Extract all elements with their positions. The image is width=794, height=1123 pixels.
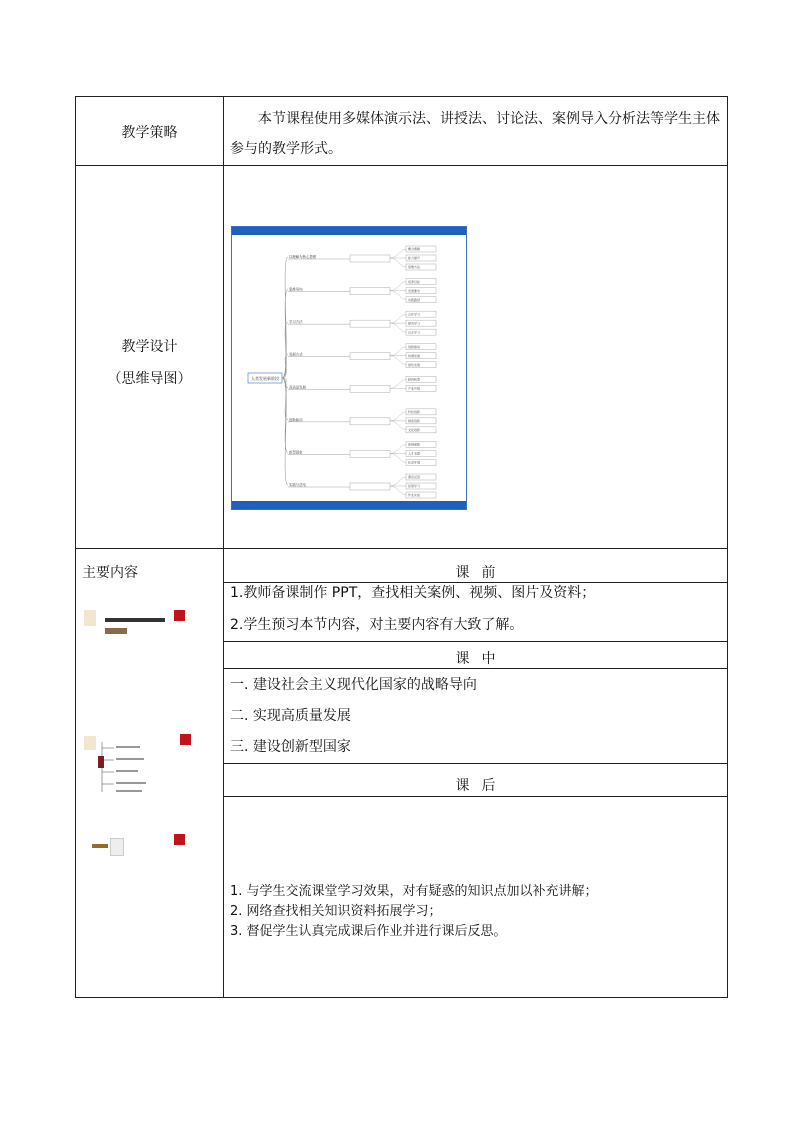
before-end-line [223,641,728,642]
mindmap-image [231,226,467,510]
mindmap-branch-box [350,288,390,295]
mindmap-diagram [232,235,466,501]
mindmap-sub-label: 实践路径 [408,297,421,302]
mindmap-sub-label: 体制保障 [408,442,421,447]
mindmap-sub-label: 社会环境 [408,460,421,465]
table-divider-2 [75,548,728,549]
mindmap-sub-label: 培养目标 [408,279,421,284]
mindmap-sub-connector [390,249,406,258]
mindmap-sub-connector [390,486,406,495]
mindmap-sub-label: 拓展学习 [408,484,421,489]
mindmap-sub-connector [390,444,406,453]
table-border-top [75,96,728,97]
mindmap-sub-connector [390,323,406,332]
mindmap-sub-connector [390,347,406,356]
during-heading: 课中 [455,651,508,667]
marker-2 [180,734,191,745]
mindmap-branch-label: 思维导向 [289,287,303,292]
before-item-2: 2.学生预习本节内容，对主要内容有大致了解。 [230,617,524,633]
mindmap-branch-label: 学习方法 [289,320,303,325]
mindmap-sub-connector [390,453,406,462]
mindmap-sub-label: 人才支撑 [408,451,421,456]
mindmap-branch-box [350,385,390,392]
table-border-right [727,96,728,998]
thumbnail-3-strip [92,844,108,848]
before-item-1: 1.教师备课制作 PPT，查找相关案例、视频、图片及资料； [230,585,596,601]
mindmap-branch-label: 新型国家 [289,450,303,455]
mindmap-branch-label: 高质量发展 [289,385,306,390]
mindmap-sub-label: 发展要求 [408,288,421,293]
mindmap-sub-label: 绿色发展 [408,362,421,367]
mindmap-branch-box [350,353,390,360]
during-item-2: 二. 实现高质量发展 [230,708,351,724]
mindmap-sub-connector [390,412,406,421]
mindmap-branch-box [350,483,390,490]
mindmap-sub-connector [390,379,406,388]
mindmap-sub-connector [390,477,406,486]
mindmap-sub-label: 制度创新 [408,419,421,424]
mindmap-sub-label: 能力提升 [408,256,421,261]
mindmap-sub-label: 探究学习 [408,321,421,326]
mindmap-sub-label: 创新驱动 [408,344,421,349]
before-heading: 课前 [455,565,508,581]
marker-3 [174,834,185,845]
thumbnail-2-diagram [84,738,162,796]
during-end-line [223,763,728,764]
after-heading-line [223,796,728,797]
thumbnail-1-title [105,618,165,622]
main-label: 主要内容 [82,565,138,581]
design-label: 教学设计 [121,339,178,355]
table-divider-1 [75,165,728,166]
mindmap-sub-label: 自主学习 [408,330,421,335]
mindmap-sub-label: 课后反思 [408,475,421,480]
mindmap-root-label: 人类发展新阶段 [251,376,279,381]
mindmap-sub-connector [390,356,406,365]
mindmap-branch-label: 实践与总结 [289,483,306,487]
mindmap-sub-label: 作业完成 [408,493,421,498]
mindmap-sub-label: 概念理解 [408,247,421,252]
table-border-bottom [75,997,728,998]
table-border-left [75,96,76,998]
mindmap-sub-connector [390,314,406,323]
after-heading: 课后 [455,778,508,794]
strategy-label: 教学策略 [121,125,178,141]
thumbnail-3 [110,838,124,856]
mindmap-branch-box [350,255,390,262]
mindmap-branch-label: 以理解为核心思维 [289,255,317,259]
mindmap-sub-label: 经济转型 [408,377,421,382]
design-sublabel: （思维导图） [107,371,192,387]
marker-1 [174,610,185,621]
mindmap-sub-connector [390,421,406,430]
mindmap-branch-box [350,450,390,457]
after-item-1: 1. 与学生交流课堂学习效果，对有疑惑的知识点加以补充讲解； [230,884,598,899]
mindmap-sub-label: 科技创新 [408,410,421,415]
mindmap-sub-label: 文化创新 [408,428,421,433]
during-item-1: 一. 建设社会主义现代化国家的战略导向 [230,677,477,693]
mindmap-sub-label: 思维方法 [408,265,421,270]
mindmap-branch-box [350,418,390,425]
mindmap-branch-box [350,320,390,327]
during-heading-line [223,668,728,669]
mindmap-titlebar [232,227,466,235]
mindmap-sub-label: 合作学习 [408,312,421,317]
during-item-3: 三. 建设创新型国家 [230,739,351,755]
mindmap-footer [232,501,466,509]
mindmap-branch-label: 发展方式 [289,352,303,357]
mindmap-sub-label: 协调发展 [408,353,421,358]
mindmap-branch-label: 创新驱动 [289,417,303,422]
mindmap-sub-connector [390,258,406,267]
mindmap-branch-connector [282,322,288,378]
mindmap-sub-connector [390,291,406,300]
thumbnail-1 [84,610,96,626]
after-item-2: 2. 网络查找相关知识资料拓展学习； [230,904,442,919]
thumbnail-1-strip [105,628,127,634]
after-item-3: 3. 督促学生认真完成课后作业并进行课后反思。 [230,924,507,939]
table-column-divider [223,96,224,998]
mindmap-sub-label: 产业升级 [408,386,421,391]
mindmap-sub-connector [390,282,406,291]
strategy-text: 本节课程使用多媒体演示法、讲授法、讨论法、案例导入分析法等学生主体参与的教学形式。 [230,111,720,157]
